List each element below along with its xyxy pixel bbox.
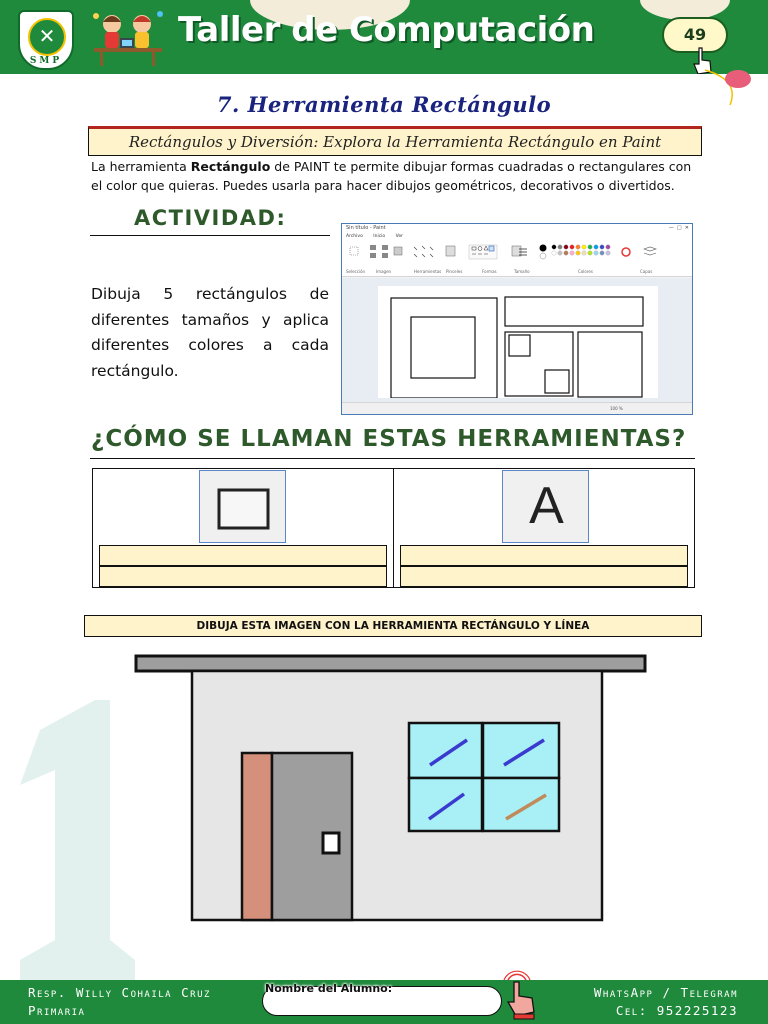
palette-swatch: [552, 245, 556, 249]
footer-contact: [594, 984, 738, 1020]
answer-field[interactable]: [99, 545, 387, 566]
palette-swatch: [588, 251, 592, 255]
activity-heading: ACTIVIDAD:: [134, 206, 287, 230]
palette-swatch: [606, 251, 610, 255]
school-logo: [18, 10, 74, 70]
menu-inicio: Inicio: [373, 234, 386, 239]
palette-swatch: [600, 245, 604, 249]
student-name-label: Nombre del Alumno:: [265, 982, 393, 995]
logo-text: SMP: [29, 56, 63, 66]
answer-field[interactable]: [400, 566, 688, 587]
ribbon-group-seleccion: Selección: [346, 269, 366, 274]
palette-swatch: [564, 251, 568, 255]
zoom-level: 100 %: [610, 406, 623, 411]
palette-swatch: [606, 245, 610, 249]
subtitle-banner: [88, 126, 702, 156]
house-drawing: [130, 650, 650, 925]
answer-field[interactable]: [99, 566, 387, 587]
palette-swatch: [564, 245, 568, 249]
ribbon-group-capas: Capas: [640, 269, 653, 274]
section-title: 7. Herramienta Rectángulo: [216, 92, 552, 117]
kids-illustration-icon: [86, 8, 170, 68]
page-header: [0, 0, 768, 74]
ribbon-group-herramientas: Herramientas: [414, 269, 442, 274]
paint-status-bar: [342, 402, 692, 414]
footer-credits: [28, 984, 211, 1020]
palette-swatch: [558, 251, 562, 255]
footer-responsible: Resp. Willy Cohaila Cruz: [28, 985, 211, 1000]
palette-swatch: [582, 245, 586, 249]
footer-contact-channels: WhatsApp / Telegram: [593, 985, 738, 1000]
text-tool-glyph: A: [529, 477, 564, 535]
menu-ver: Ver: [395, 234, 403, 239]
grade-number-watermark-icon: [0, 690, 140, 980]
paint-window-title: Sin título - Paint: [346, 225, 386, 231]
palette-swatch: [594, 251, 598, 255]
decorative-blob: [725, 70, 751, 88]
ribbon-group-imagen: Imagen: [376, 269, 392, 274]
logo-shield-icon: ✕: [28, 18, 66, 56]
palette-swatch: [600, 251, 604, 255]
question-heading: ¿CÓMO SE LLAMAN ESTAS HERRAMIENTAS?: [91, 426, 687, 452]
intro-bold-term: Rectángulo: [190, 159, 271, 174]
header-title: Taller de Computación: [178, 10, 595, 50]
tools-table: [92, 468, 695, 588]
paint-canvas-drawing: [378, 286, 658, 398]
divider: [90, 235, 330, 236]
palette-swatch: [576, 245, 580, 249]
palette-swatch: [570, 245, 574, 249]
pointer-hand-icon: [500, 968, 540, 1020]
rectangle-tool-icon: [199, 470, 286, 543]
draw-task-banner: DIBUJA ESTA IMAGEN CON LA HERRAMIENTA RECTÁNGULO Y LÍNEA: [84, 615, 702, 637]
answer-field[interactable]: [400, 545, 688, 566]
palette-swatch: [588, 245, 592, 249]
paint-ribbon: [342, 241, 692, 277]
divider: [90, 458, 695, 459]
tool-cell-rectangle: [93, 469, 394, 587]
palette-swatch: [552, 251, 556, 255]
palette-swatch: [582, 251, 586, 255]
page-number-badge: 49: [662, 17, 728, 53]
ribbon-group-tamano: Tamaño: [514, 269, 530, 274]
ribbon-group-colores: Colores: [578, 269, 593, 274]
paint-title-bar: [342, 224, 692, 233]
ribbon-group-pinceles: Pinceles: [446, 269, 463, 274]
palette-swatch: [576, 251, 580, 255]
window-controls-icon: — □ ✕: [668, 225, 689, 231]
palette-swatch: [594, 245, 598, 249]
menu-archivo: Archivo: [346, 234, 363, 239]
paint-screenshot: [341, 223, 693, 415]
ribbon-tools-icon: [342, 241, 693, 269]
palette-swatch: [558, 245, 562, 249]
intro-paragraph: La herramienta Rectángulo de PAINT te permite dibujar formas cuadradas o rectangulares con el color que quieras. Puedes usarla para hacer dibujos geométricos, decorativos o divertidos.: [91, 159, 692, 193]
footer-level: Primaria: [28, 1003, 86, 1018]
activity-instructions: Dibuja 5 rectángulos de diferentes tamaños y aplica diferentes colores a cada rectángulo.: [91, 285, 329, 380]
footer-phone: Cel: 952225123: [615, 1003, 738, 1018]
paint-canvas-area: [342, 278, 692, 402]
text-tool-icon: [502, 470, 589, 543]
subtitle-text: Rectángulos y Diversión: Explora la Herramienta Rectángulo en Paint: [128, 133, 662, 151]
paint-menu-bar: [342, 233, 692, 241]
palette-swatch: [570, 251, 574, 255]
tool-cell-text: [394, 469, 695, 587]
ribbon-group-formas: Formas: [482, 269, 497, 274]
